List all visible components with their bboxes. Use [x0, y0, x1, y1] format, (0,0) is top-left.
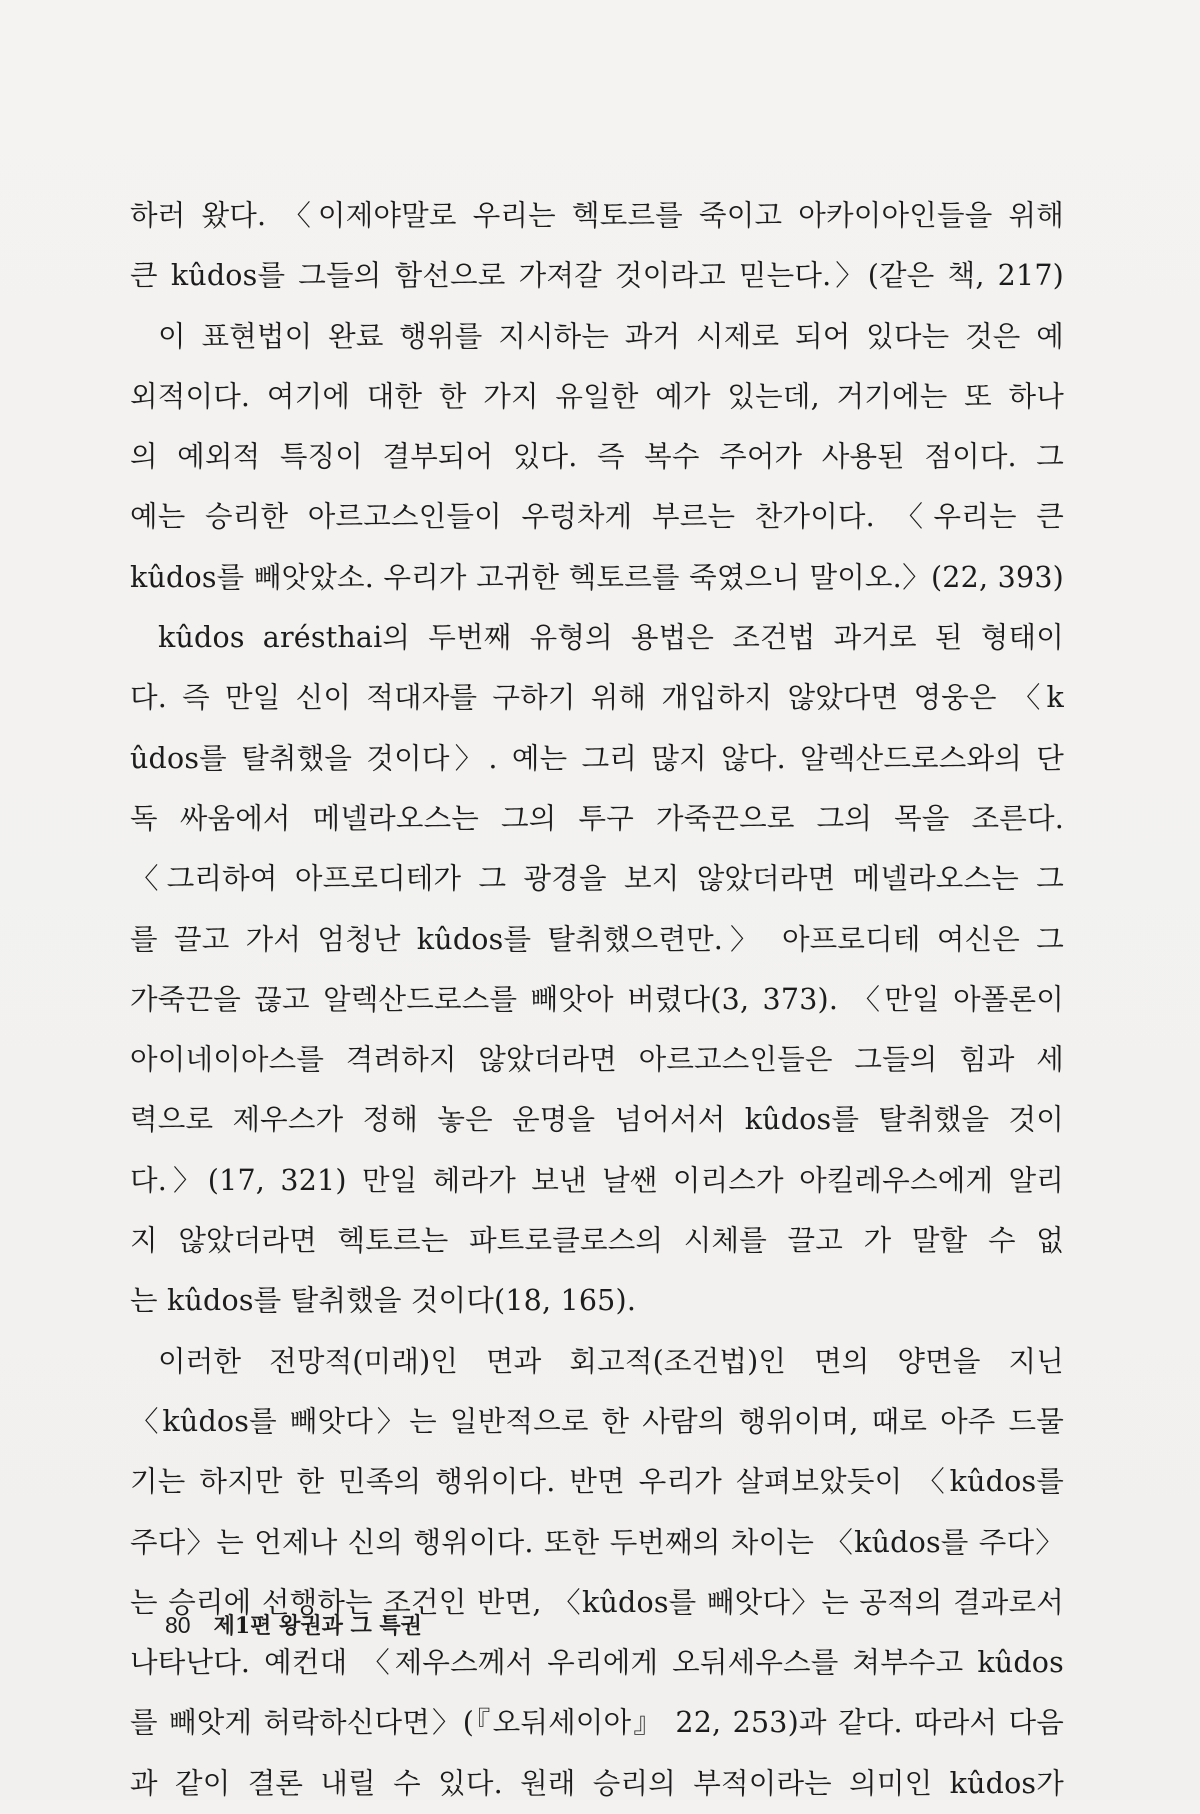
text-line: 〈kûdos를 빼앗다〉는 일반적으로 한 사람의 행위이며, 때로 아주 드물 — [130, 1404, 1064, 1438]
text-line: 는 승리에 선행하는 조건인 반면, 〈kûdos를 빼앗다〉는 공적의 결과로서 — [130, 1585, 1064, 1619]
text-line: ûdos를 탈취했을 것이다〉. 예는 그리 많지 않다. 알렉산드로스와의 단 — [130, 741, 1064, 775]
text-line: 의 예외적 특징이 결부되어 있다. 즉 복수 주어가 사용된 점이다. 그 — [130, 440, 1064, 474]
text-line: 다. 즉 만일 신이 적대자를 구하기 위해 개입하지 않았다면 영웅은 〈k — [130, 681, 1064, 715]
text-line: 가죽끈을 끊고 알렉산드로스를 빼앗아 버렸다(3, 373). 〈만일 아폴론이 — [130, 982, 1064, 1016]
text-line: 지 않았더라면 헥토르는 파트로클로스의 시체를 끌고 가 말할 수 없 — [130, 1224, 1064, 1258]
text-line: 나타난다. 예컨대 〈제우스께서 우리에게 오뒤세우스를 쳐부수고 kûdos — [130, 1646, 1064, 1680]
text-line: 큰 kûdos를 그들의 함선으로 가져갈 것이라고 믿는다.〉(같은 책, 217) — [130, 259, 1064, 293]
paragraph-start-line: 이러한 전망적(미래)인 면과 회고적(조건법)인 면의 양면을 지닌 — [158, 1344, 1064, 1378]
text-line: 아이네이아스를 격려하지 않았더라면 아르고스인들은 그들의 힘과 세 — [130, 1043, 1064, 1077]
text-line: 독 싸움에서 메넬라오스는 그의 투구 가죽끈으로 그의 목을 조른다. — [130, 801, 1064, 835]
running-section-title: 제1편 왕권과 그 특권 — [213, 1613, 422, 1639]
text-line: 예는 승리한 아르고스인들이 우렁차게 부르는 찬가이다. 〈우리는 큰 — [130, 500, 1064, 534]
text-line: 외적이다. 여기에 대한 한 가지 유일한 예가 있는데, 거기에는 또 하나 — [130, 379, 1064, 413]
text-line: 과 같이 결론 내릴 수 있다. 원래 승리의 부적이라는 의미인 kûdos가 — [130, 1766, 1064, 1800]
text-line: 를 빼앗게 허락하신다면〉(『오뒤세이아』 22, 253)과 같다. 따라서 다음 — [130, 1706, 1064, 1740]
text-line: 를 끌고 가서 엄청난 kûdos를 탈취했으련만.〉 아프로디테 여신은 그 — [130, 922, 1064, 956]
text-line: kûdos를 빼앗았소. 우리가 고귀한 헥토르를 죽였으니 말이오.〉(22, 393) — [130, 560, 1064, 594]
paragraph-start-line: 이 표현법이 완료 행위를 지시하는 과거 시제로 되어 있다는 것은 예 — [158, 319, 1064, 353]
paragraph-start-line: kûdos arésthai의 두번째 유형의 용법은 조건법 과거로 된 형태이 — [158, 621, 1064, 655]
page-number: 80 — [165, 1612, 191, 1638]
text-line: 력으로 제우스가 정해 놓은 운명을 넘어서서 kûdos를 탈취했을 것이 — [130, 1103, 1064, 1137]
paragraph-end-line: 는 kûdos를 탈취했을 것이다(18, 165). — [130, 1284, 637, 1318]
body-text — [130, 186, 1064, 1814]
text-line: 주다〉는 언제나 신의 행위이다. 또한 두번째의 차이는 〈kûdos를 주다〉 — [130, 1525, 1064, 1559]
text-line: 기는 하지만 한 민족의 행위이다. 반면 우리가 살펴보았듯이 〈kûdos를 — [130, 1465, 1064, 1499]
text-line: 하러 왔다. 〈이제야말로 우리는 헥토르를 죽이고 아카이아인들을 위해 — [130, 199, 1064, 232]
text-line: 다.〉(17, 321) 만일 헤라가 보낸 날쌘 이리스가 아킬레우스에게 알리 — [130, 1163, 1064, 1197]
text-line: 〈그리하여 아프로디테가 그 광경을 보지 않았더라면 메넬라오스는 그 — [130, 862, 1064, 896]
page-footer — [165, 1610, 422, 1642]
